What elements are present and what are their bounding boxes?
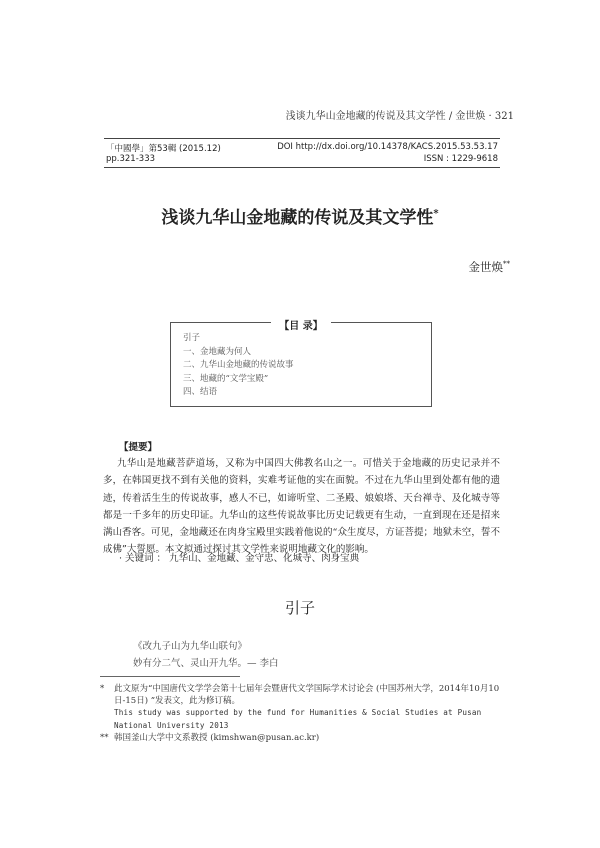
toc-heading: 【目 录】 [271,321,330,332]
abstract-body: 九华山是地藏菩萨道场，又称为中国四大佛教名山之一。可惜关于金地藏的历史记录并不多，在韩国更找不到有关他的资料，实难考证他的实在面貌。不过在九华山里到处都有他的遗迹，传着活生生的传说故事，感人不已，如谛听堂、二圣殿、娘娘塔、天台禅寺、及化城寺等都是一千多年的历史印证。九华山的这些传说故事比历史记载更有生动，一直到现在还是招来满山香客。可见，金地藏还在肉身宝殿里实践着他说的“众生度尽，方证菩提；地狱未空，誓不成佛”大誓愿。本文拟通过探讨其文学性来说明地藏文化的影响。 [103,458,500,556]
poem-title-line: 《改九子山为九华山联句》 [133,641,248,652]
toc-item: 四、结语 [183,387,218,397]
journal-issue: 「中國學」第53輯 (2015.12) [106,144,221,154]
page-range: pp.321-333 [106,154,156,164]
toc-item: 引子 [183,333,201,343]
publication-meta [104,138,500,168]
paper-title-text: 浅谈九华山金地藏的传说及其文学性 [161,208,434,228]
footnote-mark [100,707,114,731]
keywords: · 关键词 ： 九华山、金地藏、金守忠、化城寺、肉身宝典 [119,553,360,564]
footnote [100,707,505,731]
footnote-text: 此文原为“中国唐代文学学会第十七届年会暨唐代文学国际学术讨论会 (中国苏州大学，2014年10月10日-15日) ”发表文，此为修订稿。 [114,684,500,707]
toc-item: 三、地藏的“文学宝殿” [183,373,269,384]
footnote [100,732,505,744]
author-footnote-mark: ** [503,260,510,269]
footnotes [100,683,505,744]
footnote-divider [100,676,240,677]
poem-verse-line: 妙有分二气、灵山开九华。— 李白 [133,658,279,669]
table-of-contents [170,322,432,407]
footnote [100,683,505,707]
doi: DOI http://dx.doi.org/10.14378/KACS.2015.53.53.17 [277,142,498,152]
footnote-text: This study was supported by the fund for Humanities & Social Studies at Pusan National University 2013 [114,708,482,730]
toc-list [183,332,294,400]
toc-item: 一、金地藏为何人 [183,346,252,357]
abstract-label: 【提要】 [119,442,158,453]
running-head: 浅谈九华山金地藏的传说及其文学性 / 金世焕 · 321 [285,111,514,122]
footnote-text: 韩国釜山大学中文系教授 (kimshwan@pusan.ac.kr) [114,732,320,743]
paper-title [0,203,600,228]
section-heading: 引子 [284,599,315,617]
footnote-mark: * [100,684,105,694]
author-name: 金世焕 [468,260,503,274]
footnote-mark: ** [100,732,109,743]
toc-item: 二、九华山金地藏的传说故事 [183,360,294,370]
issn: ISSN : 1229-9618 [423,154,498,164]
author [469,259,511,275]
title-footnote-mark: * [433,208,439,220]
toc-heading-wrap [171,314,431,333]
